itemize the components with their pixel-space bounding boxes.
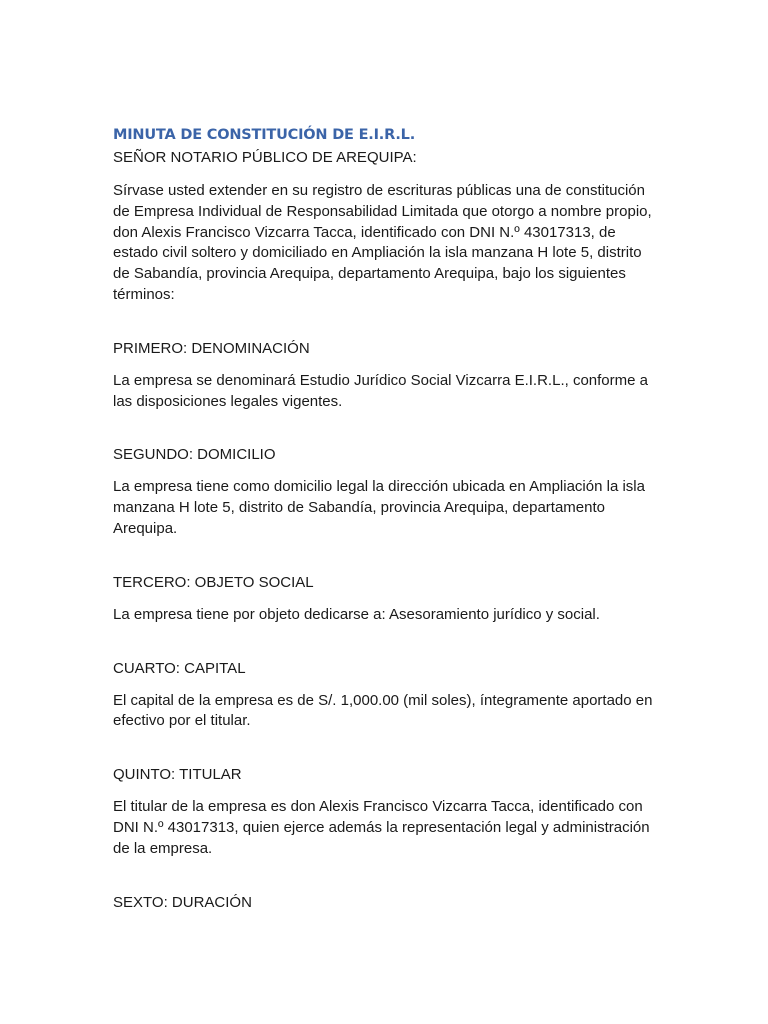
section-body: La empresa se denominará Estudio Jurídico Social Vizcarra E.I.R.L., conforme a las disposiciones legales vigentes. — [113, 371, 648, 410]
document-content — [113, 126, 661, 913]
section-heading: TERCERO: OBJETO SOCIAL — [113, 573, 314, 591]
section-heading: PRIMERO: DENOMINACIÓN — [113, 339, 310, 357]
section-primero — [113, 339, 661, 413]
section-heading: SEXTO: DURACIÓN — [113, 893, 252, 911]
section-body: La empresa tiene por objeto dedicarse a: Asesoramiento jurídico y social. — [113, 605, 600, 623]
section-body: El titular de la empresa es don Alexis Francisco Vizcarra Tacca, identificado con DNI N.º 43017313, quien ejerce además la representación legal y administración de la empresa. — [113, 798, 650, 857]
section-tercero — [113, 573, 661, 626]
section-body: La empresa tiene como domicilio legal la dirección ubicada en Ampliación la isla manzana H lote 5, distrito de Sabandía, provincia Arequipa, departamento Arequipa. — [113, 478, 645, 537]
salutation: SEÑOR NOTARIO PÚBLICO DE AREQUIPA: — [113, 149, 417, 166]
intro-paragraph: Sírvase usted extender en su registro de escrituras públicas una de constitución de Empresa Individual de Responsabilidad Limitada que otorgo a nombre propio, don Alexis Francisco Vizcarra Tacca, identificado con DNI N.º 43017313, de estado civil soltero y domiciliado en Ampliación la isla manzana H lote 5, distrito de Sabandía, provincia Arequipa, departamento Arequipa, bajo los siguientes términos: — [113, 182, 652, 303]
section-heading: QUINTO: TITULAR — [113, 766, 242, 784]
section-segundo — [113, 445, 661, 539]
section-heading: CUARTO: CAPITAL — [113, 659, 246, 677]
document-title: MINUTA DE CONSTITUCIÓN DE E.I.R.L. — [113, 127, 415, 143]
section-sexto — [113, 893, 661, 913]
section-cuarto — [113, 659, 661, 733]
section-body: El capital de la empresa es de S/. 1,000.00 (mil soles), íntegramente aportado en efectivo por el titular. — [113, 691, 653, 730]
section-heading: SEGUNDO: DOMICILIO — [113, 446, 276, 464]
section-quinto — [113, 765, 661, 859]
